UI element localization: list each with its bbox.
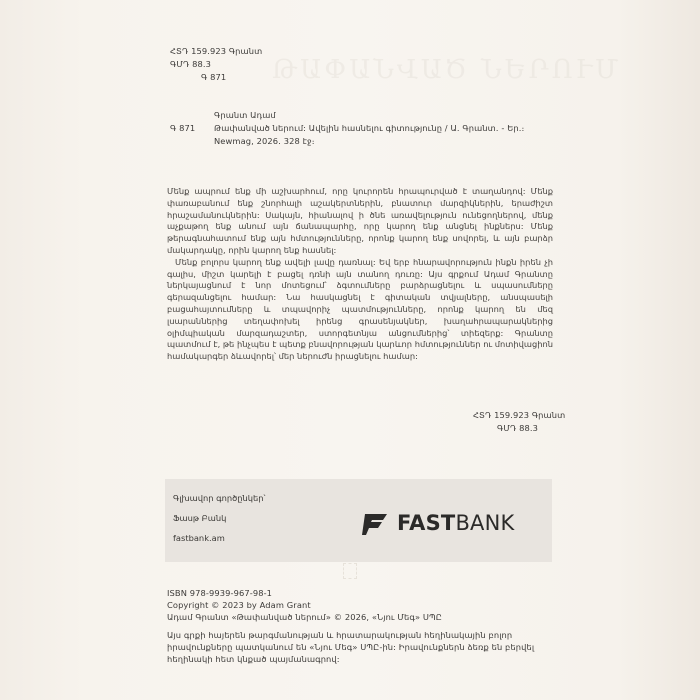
sponsor-box <box>165 479 552 562</box>
rights-line-1: Այս գրքի hայերեն թարգմանության և հրատարակության հեղինակային բոլոր <box>167 630 513 640</box>
rights-line-2: իրավունքները պատկանում են «Նյու Մեգ» ՍՊԸ-ին: Իրավունքներն ձեռք են բերվել <box>167 642 535 652</box>
bleed-through-mark <box>343 563 357 579</box>
bib-publisher-line: Newmag, 2026․ 328 էջ։ <box>214 136 315 146</box>
sponsor-url: fastbank.am <box>173 533 225 543</box>
author-mark: Գ 871 <box>201 72 227 82</box>
logo-text-bold: FAST <box>397 511 456 535</box>
isbn: ISBN 978-9939-967-98-1 <box>167 588 273 598</box>
udc-classification-right: ՀՏԴ 159.923 Գրանտ <box>473 410 566 420</box>
annotation-paragraph-1: Մենք ապրում ենք մի աշխարհում, որը կուրորեն հրապուրված է տաղանդով: Մենք փառաբանում ենք շնորհալի աշակերտներին, բնատուր մարզիկներին, երաժիշտ հրաշամանուկներին: Սակայն, հիանալով ի ծնե առավելություն ունեցողներով, մենք աչքաթող ենք անում այն ճանապարհը, որը կարող ենք անցնել ինքներս: Մենք թերագնահատում ենք այն հմտությունները, որոնք կարող ենք սովորել, և այն բարձր մակարդակը, որին կարող ենք հասնել: <box>167 186 553 255</box>
bleed-through-title: ԹԱՓԱՆՎԱԾ ՆԵՐՈՒՄ <box>272 55 622 85</box>
logo-text-light: BANK <box>455 511 515 535</box>
bib-title-line: Թափանված ներում: Ավելին հասնելու գիտությունը / Ա. Գրանտ․ - Եր.։ <box>214 123 525 133</box>
rights-line-3: հեղինակի հետ կնքած պայմանագրով: <box>167 654 340 664</box>
copyright-line: Copyright © 2023 by Adam Grant <box>167 600 311 610</box>
annotation-paragraph-2: Մենք բոլորս կարող ենք ավելի լավը դառնալ: Եվ երբ հնարավորություն ինքն իրեն չի գալիս, միշտ կարելի է բացել դռնի այն տանող դուռը: Այս գրքում Ադամ Գրանտը ներկայացնում է նոր մոտեցում՝ ձգտումները բարձրացնելու և սպասումները գերազանցելու համար: Նա հասկացնել է գիտական տվյալները, անսպասելի բացահայտումները և տպավորիչ պատմությունները, որոնք կարող են մեզ լսարաններից տեղափոխել իրենց գրասենյակներ, խաղահրապարակներից օլիմպիական մարզադաշտեր, ստորգետնյա անցումներից՝ տիեզերք: Գրանտը պատմում է, թե ինչպես է պետք բնավորության կարևոր հմտություններ ու մոտիվացիոն համակարգեր ձևավորել՝ մեր ներուժն իրացնելու համար: <box>167 256 553 362</box>
edition-line: Ադամ Գրանտ «Թափանված ներում» © 2026, «Նյու Մեգ» ՍՊԸ <box>167 612 442 622</box>
sponsor-label: Գլխավոր գործընկեր՝ <box>173 493 266 503</box>
fastbank-logo <box>361 505 515 541</box>
udc-classification: ՀՏԴ 159.923 Գրանտ <box>170 46 263 56</box>
gmd-classification: ԳՄԴ 88.3 <box>170 59 211 69</box>
sponsor-bank-name: Ֆասթ Բանկ <box>173 513 227 523</box>
fastbank-logo-text <box>397 511 515 535</box>
gmd-classification-right: ԳՄԴ 88.3 <box>497 423 538 433</box>
fastbank-logo-icon <box>361 508 391 538</box>
bib-mark: Գ 871 <box>170 123 196 133</box>
bib-author: Գրանտ Ադամ <box>214 110 276 120</box>
annotation-text <box>167 186 553 363</box>
